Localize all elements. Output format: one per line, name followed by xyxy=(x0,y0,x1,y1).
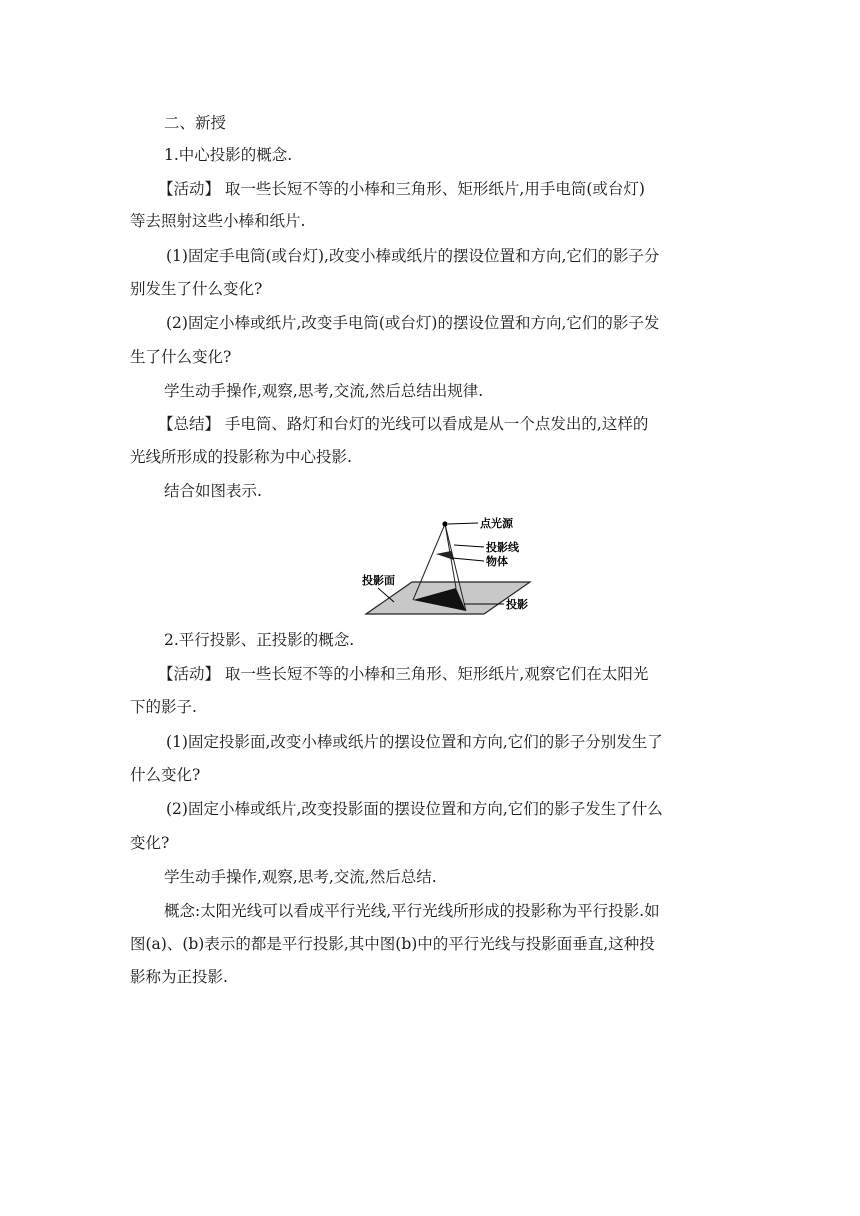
activity1-line1: 【活动】 取一些长短不等的小棒和三角形、矩形纸片,用手电筒(或台灯) xyxy=(158,180,645,198)
subsection-title-parallel-projection: 2.平行投影、正投影的概念. xyxy=(164,631,355,649)
pointer-projection-line xyxy=(454,545,484,547)
activity2-student: 学生动手操作,观察,思考,交流,然后总结. xyxy=(164,868,437,886)
activity2-line2: 下的影子. xyxy=(130,698,197,716)
subsection-title-central-projection: 1.中心投影的概念. xyxy=(164,146,293,164)
central-projection-figure xyxy=(358,514,538,620)
summary-line1: 【总结】 手电筒、路灯和台灯的光线可以看成是从一个点发出的,这样的 xyxy=(158,415,649,433)
activity1-q2-line1: (2)固定小棒或纸片,改变手电筒(或台灯)的摆设位置和方向,它们的影子发 xyxy=(166,314,660,332)
point-light-dot xyxy=(442,521,447,526)
label-projection-plane: 投影面 xyxy=(362,574,395,587)
activity2-line1: 【活动】 取一些长短不等的小棒和三角形、矩形纸片,观察它们在太阳光 xyxy=(158,665,649,683)
summary-line2: 光线所形成的投影称为中心投影. xyxy=(130,448,352,466)
activity1-q1-line1: (1)固定手电筒(或台灯),改变小棒或纸片的摆设位置和方向,它们的影子分 xyxy=(166,247,660,265)
activity1-line2: 等去照射这些小棒和纸片. xyxy=(130,212,306,230)
section-title: 二、新授 xyxy=(164,114,227,132)
pointer-point-light xyxy=(448,523,478,524)
pointer-object xyxy=(452,558,484,561)
activity1-q1-line2: 别发生了什么变化? xyxy=(130,280,263,298)
activity2-q1-line1: (1)固定投影面,改变小棒或纸片的摆设位置和方向,它们的影子分别发生了 xyxy=(166,733,663,751)
activity2-q2-line2: 变化? xyxy=(130,834,170,852)
label-object: 物体 xyxy=(486,555,508,568)
activity1-student: 学生动手操作,观察,思考,交流,然后总结出规律. xyxy=(164,382,484,400)
activity1-q2-line2: 生了什么变化? xyxy=(130,348,232,366)
label-point-light: 点光源 xyxy=(480,517,513,530)
concept-line2: 图(a)、(b)表示的都是平行投影,其中图(b)中的平行光线与投影面垂直,这种投 xyxy=(130,935,655,953)
activity2-q2-line1: (2)固定小棒或纸片,改变投影面的摆设位置和方向,它们的影子发生了什么 xyxy=(166,800,663,818)
concept-line1: 概念:太阳光线可以看成平行光线,平行光线所形成的投影称为平行投影.如 xyxy=(164,902,660,920)
label-projection-line: 投影线 xyxy=(486,541,519,554)
activity2-q1-line2: 什么变化? xyxy=(130,766,201,784)
label-projection: 投影 xyxy=(506,598,528,611)
concept-line3: 影称为正投影. xyxy=(130,968,228,986)
object-shape xyxy=(436,551,454,560)
figure-intro: 结合如图表示. xyxy=(164,482,262,500)
